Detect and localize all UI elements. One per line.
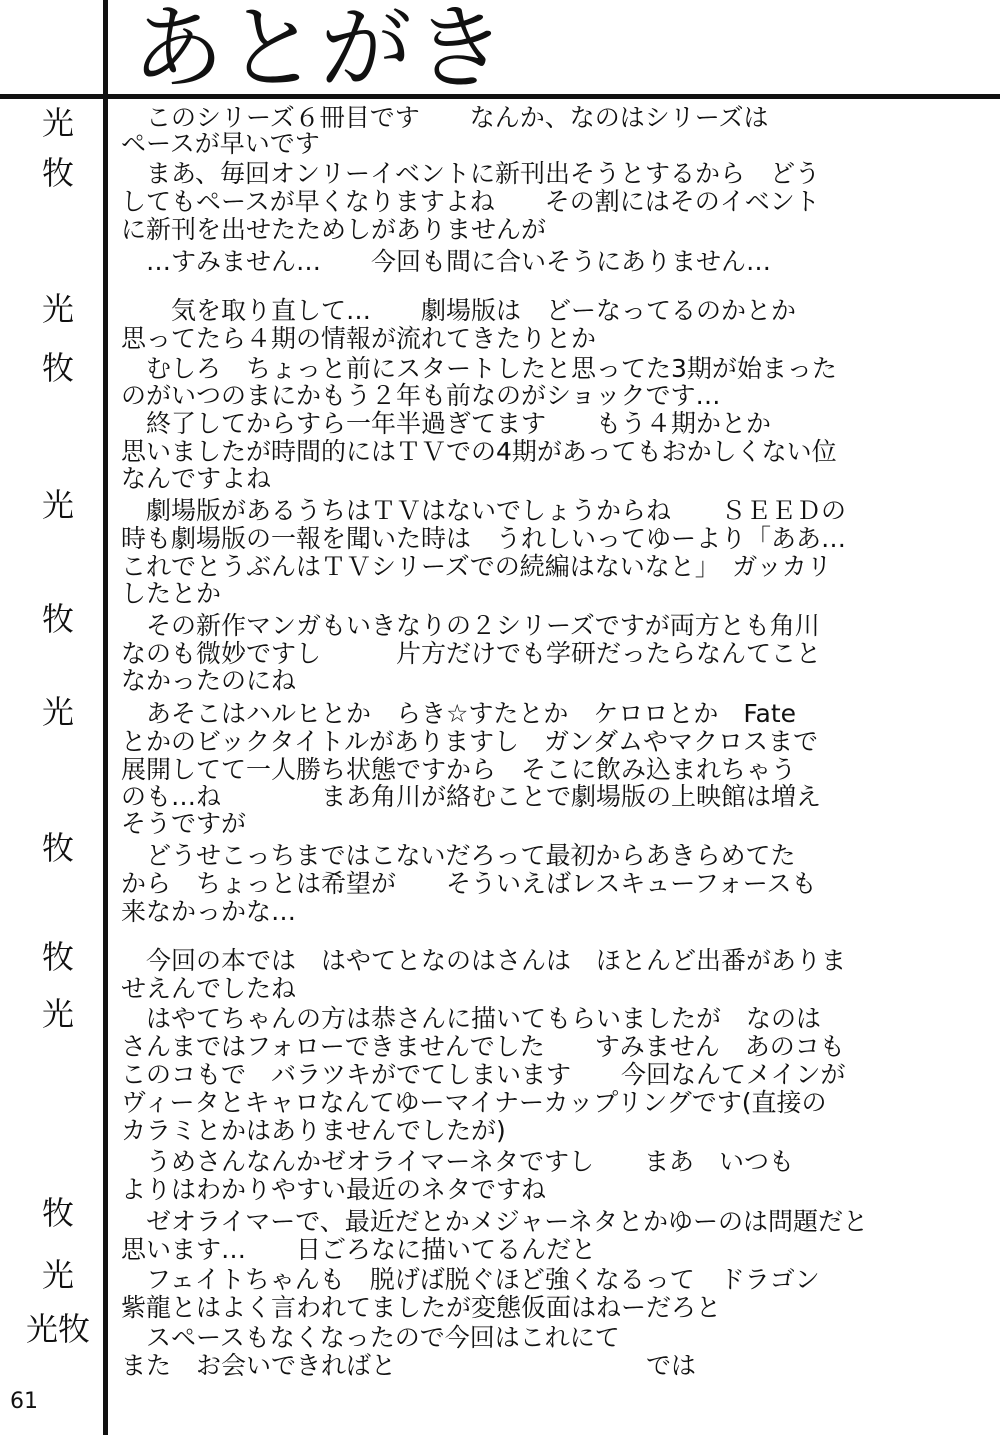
text-line: から ちょっとは希望が そういえばレスキューフォースも: [121, 869, 817, 898]
text-line: したとか: [121, 579, 222, 608]
speaker-marker: 牧: [41, 938, 74, 976]
text-line: 展開してて一人勝ち状態ですから そこに飲み込まれちゃう: [121, 755, 797, 784]
text-line: フェイトちゃんも 脱げば脱ぐほど強くなるって ドラゴン: [121, 1265, 820, 1294]
text-line: 思います… 日ごろなに描いてるんだと: [121, 1235, 597, 1264]
text-line: ヴィータとキャロなんてゆーマイナーカップリングです(直接の: [121, 1088, 827, 1117]
vertical-divider: [103, 0, 108, 1435]
speaker-marker: 光: [41, 1256, 74, 1294]
speaker-marker: 光: [41, 104, 74, 142]
text-line: カラミとかはありませんでしたが): [121, 1116, 506, 1145]
page-number: 61: [10, 1389, 38, 1414]
text-line: …すみません… 今回も間に合いそうにありません…: [121, 247, 772, 276]
text-line: 来なかっかな…: [121, 897, 297, 926]
text-line: また お会いできればと では: [121, 1351, 697, 1380]
text-line: さんまではフォローできませんでした すみません あのコも: [121, 1032, 845, 1061]
text-line: せえんでしたね: [121, 974, 297, 1003]
text-line: このシリーズ６冊目です なんか、なのはシリーズは: [121, 103, 769, 132]
text-line: 終了してからすら一年半過ぎてます もう４期かとか: [121, 409, 772, 438]
speaker-marker: 牧: [41, 829, 74, 867]
text-line: ペースが早いです: [121, 129, 320, 158]
speaker-marker: 牧: [41, 600, 74, 638]
speaker-marker: 光: [41, 486, 74, 524]
text-line: 気を取り直して… 劇場版は どーなってるのかとか: [121, 296, 797, 325]
text-line: 思いましたが時間的にはＴＶでの4期があってもおかしくない位: [121, 437, 837, 466]
text-line: なのも微妙ですし 片方だけでも学研だったらなんてこと: [121, 639, 822, 668]
speaker-marker: 牧: [41, 154, 74, 192]
text-line: これでとうぶんはＴＶシリーズでの続編はないなと」 ガッカリ: [121, 552, 832, 581]
text-line: 今回の本では はやてとなのはさんは ほとんど出番がありま: [121, 946, 847, 975]
speaker-marker: 牧: [41, 1194, 74, 1232]
text-line: なんですよね: [121, 464, 272, 493]
speaker-marker: 光: [41, 995, 74, 1033]
text-line: ゼオライマーで、最近だとかメジャーネタとかゆーのは問題だと: [121, 1207, 869, 1236]
text-line: 紫龍とはよく言われてましたが変態仮面はねーだろと: [121, 1293, 722, 1322]
text-line: あそこはハルヒとか らき☆すたとか ケロロとか Fate: [121, 699, 797, 728]
text-line: よりはわかりやすい最近のネタですね: [121, 1175, 547, 1204]
text-line: してもペースが早くなりますよね その割にはそのイベント: [121, 187, 820, 216]
text-line: むしろ ちょっと前にスタートしたと思ってた3期が始まった: [121, 354, 837, 383]
text-line: 思ってたら４期の情報が流れてきたりとか: [121, 324, 597, 353]
text-line: のも…ね まあ角川が絡むことで劇場版の上映館は増え: [121, 782, 822, 811]
text-line: 時も劇場版の一報を聞いた時は うれしいってゆーより「ああ…: [121, 524, 847, 553]
speaker-marker: 牧: [41, 349, 74, 387]
text-line: はやてちゃんの方は恭さんに描いてもらいましたが なのは: [121, 1004, 822, 1033]
text-line: このコもで バラツキがでてしまいます 今回なんてメインが: [121, 1060, 846, 1089]
text-line: スペースもなくなったので今回はこれにて: [121, 1323, 620, 1352]
text-line: そうですが: [121, 809, 247, 838]
speaker-marker: 光牧: [25, 1310, 90, 1348]
text-line: 劇場版があるうちはＴＶはないでしょうからね ＳＥＥＤの: [121, 496, 847, 525]
text-line: どうせこっちまではこないだろって最初からあきらめてた: [121, 841, 796, 870]
page-title: あとがき: [132, 0, 509, 102]
text-line: うめさんなんかゼオライマーネタですし まあ いつも: [121, 1147, 795, 1176]
text-line: のがいつのまにかもう２年も前なのがショックです…: [121, 381, 721, 410]
text-line: とかのビックタイトルがありますし ガンダムやマクロスまで: [121, 727, 819, 756]
speaker-marker: 光: [41, 290, 74, 328]
speaker-marker: 光: [41, 693, 74, 731]
text-line: その新作マンガもいきなりの２シリーズですが両方とも角川: [121, 611, 820, 640]
text-line: なかったのにね: [121, 666, 297, 695]
text-line: に新刊を出せたためしがありませんが: [121, 215, 547, 244]
text-line: まあ、毎回オンリーイベントに新刊出そうとするから どう: [121, 159, 821, 188]
